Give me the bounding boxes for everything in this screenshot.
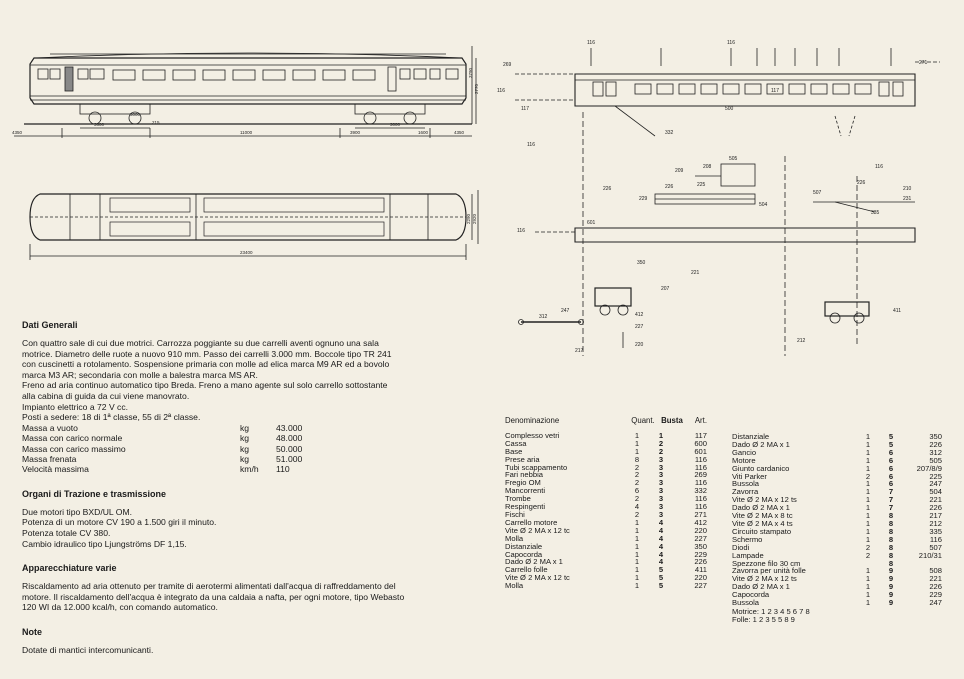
part-name: Spezzone filo 30 cm: [732, 558, 801, 568]
parts-row: [505, 432, 707, 440]
part-art: 207/8/9: [916, 463, 942, 473]
part-qty: 1: [634, 581, 640, 591]
part-bag: 7: [888, 487, 894, 497]
label-247: 247: [561, 308, 570, 314]
part-name: Carrello motore: [505, 517, 558, 527]
spec-label: Massa con carico normale: [22, 433, 123, 444]
part-bag: 6: [888, 455, 894, 465]
part-art: 225: [929, 471, 942, 481]
traction-line: Potenza totale CV 380.: [22, 527, 111, 538]
part-bag: 3: [658, 509, 664, 519]
part-bag: 4: [658, 541, 664, 551]
part-art: 226: [694, 557, 707, 567]
part-bag: 9: [888, 590, 894, 600]
general-title: Dati Generali: [22, 320, 78, 330]
part-name: Schermo: [732, 534, 763, 544]
side-dim-6: 3000: [390, 122, 401, 127]
parts-row: [732, 536, 942, 544]
part-name: Distanziale: [505, 541, 543, 551]
general-line: alla cabina di guida da cui viene manovrato.: [22, 390, 190, 401]
spec-row: [22, 444, 492, 454]
part-name: Distanziale: [732, 432, 770, 441]
part-art: 229: [694, 549, 707, 559]
parts-row: [732, 599, 942, 607]
part-name: Dado Ø 2 MA x 1: [732, 439, 790, 449]
part-bag: 5: [888, 439, 894, 449]
part-bag: 6: [888, 463, 894, 473]
part-name: Molla: [505, 533, 524, 543]
spec-unit: kg: [240, 443, 250, 454]
specs-list: [22, 423, 492, 475]
parts-row: [505, 582, 707, 590]
side-dim-9: 4350: [454, 130, 465, 135]
part-bag: 4: [658, 517, 664, 527]
label-335: 335: [871, 210, 880, 216]
general-line: Posti a sedere: 18 di 1ª classe, 55 di 2ª classe.: [22, 412, 201, 423]
spec-unit: km/h: [240, 464, 259, 475]
part-qty: 4: [634, 502, 640, 512]
part-art: 247: [929, 598, 942, 608]
part-bag: 3: [658, 470, 664, 480]
part-name: Bussola: [732, 479, 760, 489]
part-qty: 2: [634, 478, 640, 488]
part-name: Respingenti: [505, 502, 546, 512]
part-bag: 4: [658, 525, 664, 535]
spec-label: Velocità massima: [22, 464, 89, 475]
part-bag: 9: [888, 598, 894, 608]
parts-row: [732, 591, 942, 599]
part-bag: 9: [888, 582, 894, 592]
part-qty: 1: [634, 541, 640, 551]
part-art: 508: [929, 566, 942, 576]
part-art: 210/31: [918, 550, 942, 560]
part-qty: 1: [634, 525, 640, 535]
part-name: Fregio OM: [505, 478, 541, 488]
traction-title: Organi di Trazione e trasmissione: [22, 488, 167, 499]
part-name: Capocorda: [732, 590, 770, 600]
part-bag: 5: [658, 581, 664, 591]
part-qty: 1: [865, 463, 871, 473]
side-dim-1: 4350: [12, 130, 23, 135]
parts-row: [505, 574, 707, 582]
part-bag: 3: [658, 502, 664, 512]
label-226-a: 226: [603, 186, 612, 192]
part-qty: 1: [634, 438, 640, 448]
exploded-parts-drawing: [495, 36, 960, 366]
label-116-a: 116: [587, 40, 595, 46]
general-data-section: [22, 320, 492, 656]
part-qty: 1: [865, 534, 871, 544]
parts-table-left: [505, 417, 707, 590]
part-qty: 8: [634, 454, 640, 464]
part-name: Molla: [505, 581, 524, 591]
part-bag: 4: [658, 549, 664, 559]
traction-line: Potenza di un motore CV 190 a 1.500 giri il minuto.: [22, 517, 217, 528]
part-art: 116: [694, 454, 707, 464]
part-qty: 1: [865, 518, 871, 528]
part-art: 312: [929, 447, 942, 457]
label-231: 231: [903, 196, 912, 202]
label-312: 312: [539, 314, 548, 320]
part-art: 221: [929, 495, 942, 505]
header-qty: Quant.: [631, 416, 655, 425]
part-name: Trombe: [505, 494, 531, 504]
part-qty: 2: [634, 470, 640, 480]
spec-label: Massa a vuoto: [22, 422, 78, 433]
part-name: Dado Ø 2 MA x 1: [732, 503, 790, 513]
part-art: 116: [929, 534, 942, 544]
motrice-line: Motrice: 1 2 3 4 5 6 7 8: [732, 606, 810, 616]
part-name: Dado Ø 2 MA x 1: [732, 582, 790, 592]
part-bag: 4: [658, 557, 664, 567]
parts-row: [732, 449, 942, 457]
label-500: 500: [725, 106, 734, 112]
equipment-line: Riscaldamento ad aria ottenuto per tramite di aerotermi alimentati dall'acqua di raffreddamento del: [22, 581, 396, 592]
side-dim-5: 11000: [240, 130, 253, 135]
part-art: 226: [929, 503, 942, 513]
equipment-line: 120 WI da 12.000 kcal/h, con comando automatico.: [22, 602, 218, 613]
part-art: 247: [929, 479, 942, 489]
part-art: 116: [694, 462, 707, 472]
spec-row: [22, 464, 492, 474]
part-art: 350: [694, 541, 707, 551]
spec-row: [22, 423, 492, 433]
part-qty: 6: [634, 486, 640, 496]
part-qty: 1: [865, 598, 871, 608]
spec-value: 51.000: [276, 453, 303, 464]
side-dim-8: 1600: [418, 130, 429, 135]
part-qty: 2: [634, 494, 640, 504]
part-bag: 8: [888, 550, 894, 560]
part-name: Tubi scappamento: [505, 462, 568, 472]
parts-row: [505, 527, 707, 535]
spec-unit: kg: [240, 433, 250, 444]
part-qty: 2: [865, 542, 871, 552]
part-art: 601: [694, 446, 707, 456]
parts-row: [732, 441, 942, 449]
part-qty: 1: [634, 549, 640, 559]
traction-text: [22, 507, 492, 549]
part-name: Gancio: [732, 447, 757, 457]
part-name: Diodi: [732, 542, 750, 552]
spec-unit: kg: [240, 453, 250, 464]
label-225: 225: [697, 182, 706, 188]
part-name: Capocorda: [505, 549, 543, 559]
part-qty: 1: [634, 573, 640, 583]
part-name: Vite Ø 2 MA x 8 tc: [732, 511, 793, 521]
part-art: 269: [694, 470, 707, 480]
label-601: 601: [587, 220, 596, 226]
part-qty: 1: [865, 582, 871, 592]
general-line: marca M3 AR; secondaria con molle a balestra marca MS AR.: [22, 369, 258, 380]
part-qty: 1: [865, 566, 871, 576]
part-art: 226: [929, 439, 942, 449]
part-art: 226: [929, 582, 942, 592]
spec-row: [22, 454, 492, 464]
part-bag: 8: [888, 518, 894, 528]
part-bag: 9: [888, 574, 894, 584]
plan-view-drawing: [10, 184, 480, 264]
part-art: 116: [694, 478, 707, 488]
plan-dim-length: 23400: [240, 250, 253, 255]
part-name: Vite Ø 2 MA x 12 tc: [505, 525, 570, 535]
equipment-text: [22, 581, 492, 613]
side-dim-3: 3000: [130, 112, 141, 117]
part-qty: 1: [634, 446, 640, 456]
part-qty: 1: [865, 526, 871, 536]
notes-text: Dotate di mantici intercomunicanti.: [22, 644, 154, 655]
part-bag: 8: [888, 542, 894, 552]
part-art: 117: [694, 430, 707, 440]
part-bag: 2: [658, 438, 664, 448]
part-art: 116: [694, 502, 707, 512]
label-411: 411: [893, 308, 901, 314]
side-dim-11: 2770: [474, 83, 479, 94]
part-art: 116: [694, 494, 707, 504]
label-209: 209: [675, 168, 684, 174]
part-bag: 7: [888, 495, 894, 505]
label-221: 221: [691, 270, 700, 276]
label-504: 504: [759, 202, 768, 208]
part-qty: 1: [865, 574, 871, 584]
part-bag: 9: [888, 566, 894, 576]
parts-row: [732, 480, 942, 488]
label-217: 217: [575, 348, 584, 354]
part-qty: 1: [865, 455, 871, 465]
part-bag: 6: [888, 479, 894, 489]
parts-row: [732, 528, 942, 536]
label-332: 332: [665, 130, 674, 136]
general-line: Impianto elettrico a 72 V cc.: [22, 401, 129, 412]
side-elevation-drawing: [10, 38, 480, 153]
part-qty: 1: [634, 430, 640, 440]
part-art: 600: [694, 438, 707, 448]
spec-value: 50.000: [276, 443, 303, 454]
part-qty: 1: [865, 447, 871, 457]
part-art: 411: [694, 565, 707, 575]
label-207: 207: [661, 286, 670, 292]
part-qty: 2: [634, 462, 640, 472]
spec-value: 48.000: [276, 433, 303, 444]
part-name: Base: [505, 446, 523, 456]
parts-table-right: [732, 433, 942, 624]
part-name: Dado Ø 2 MA x 1: [505, 557, 563, 567]
label-116-d: 116: [527, 142, 535, 148]
part-art: 504: [929, 487, 942, 497]
part-art: 227: [694, 533, 707, 543]
part-art: 507: [929, 542, 942, 552]
part-bag: 8: [888, 534, 894, 544]
part-bag: 8: [888, 511, 894, 521]
spec-label: Massa frenata: [22, 453, 77, 464]
part-bag: 7: [888, 503, 894, 513]
part-name: Fischi: [505, 509, 525, 519]
general-paragraph: [22, 338, 492, 423]
label-116-c: 116: [497, 88, 505, 94]
part-name: Fari nebbia: [505, 470, 543, 480]
part-name: Vite Ø 2 MA x 12 tc: [505, 573, 570, 583]
part-art: 220: [694, 573, 707, 583]
part-name: Prese aria: [505, 454, 540, 464]
plan-dim-width-1: 2290: [466, 213, 471, 224]
part-bag: 3: [658, 478, 664, 488]
general-line: Freno ad aria continuo automatico tipo Breda. Freno a mano agente sul solo carrello sottostante: [22, 380, 388, 391]
header-bag: Busta: [661, 416, 683, 425]
part-name: Carrello folle: [505, 565, 548, 575]
label-507: 507: [813, 190, 822, 196]
label-226-c: 226: [857, 180, 866, 186]
parts-rows-left: [505, 432, 707, 590]
side-dim-10: 3790: [468, 67, 473, 78]
part-bag: 3: [658, 494, 664, 504]
part-name: Lampade: [732, 550, 764, 560]
label-271: 271: [919, 60, 928, 66]
parts-row: [505, 503, 707, 511]
part-bag: 3: [658, 454, 664, 464]
label-117-a: 117: [521, 106, 529, 112]
part-art: 229: [929, 590, 942, 600]
part-qty: 1: [634, 517, 640, 527]
side-dim-2: 3600: [94, 122, 105, 127]
part-qty: 1: [865, 439, 871, 449]
side-dim-4: 215: [152, 120, 160, 125]
part-art: 221: [929, 574, 942, 584]
part-name: Motore: [732, 455, 756, 465]
parts-rows-right: [732, 433, 942, 607]
part-qty: 1: [865, 503, 871, 513]
part-name: Circuito stampato: [732, 526, 792, 536]
header-name: Denominazione: [505, 416, 560, 425]
part-name: Mancorrenti: [505, 486, 546, 496]
part-bag: 6: [888, 447, 894, 457]
part-qty: 1: [865, 511, 871, 521]
part-art: 271: [694, 509, 707, 519]
label-116-f: 116: [517, 228, 525, 234]
part-qty: 2: [634, 509, 640, 519]
spec-value: 110: [276, 464, 290, 475]
spec-label: Massa con carico massimo: [22, 443, 126, 454]
equipment-line: motore. Il riscaldamento dell'acqua è integrato da una caldaia a nafta, per ogni motore, tipo Webasto: [22, 591, 405, 602]
spec-value: 43.000: [276, 422, 303, 433]
general-line: motrice. Diametro delle ruote a nuovo 910 mm. Passo dei carrelli 3.000 mm. Boccole tipo TR 241: [22, 348, 392, 359]
part-name: Bussola: [732, 598, 760, 608]
label-212: 212: [797, 338, 806, 344]
part-qty: 2: [865, 550, 871, 560]
label-505: 505: [729, 156, 738, 162]
part-name: Viti Parker: [732, 471, 767, 481]
part-name: Giunto cardanico: [732, 463, 790, 473]
part-name: Cassa: [505, 438, 527, 448]
part-art: 212: [929, 518, 942, 528]
part-art: 220: [694, 525, 707, 535]
parts-row: [732, 473, 942, 481]
part-bag: 1: [658, 430, 664, 440]
label-226-b: 226: [665, 184, 674, 190]
part-art: 350: [929, 432, 942, 441]
label-269: 269: [503, 62, 512, 68]
part-name: Complesso vetri: [505, 430, 560, 440]
part-qty: 2: [865, 471, 871, 481]
part-art: 227: [694, 581, 707, 591]
label-227: 227: [635, 324, 644, 330]
side-dim-7: 3900: [350, 130, 361, 135]
label-116-b: 116: [727, 40, 735, 46]
part-name: Vite Ø 2 MA x 12 ts: [732, 495, 797, 505]
part-art: 335: [929, 526, 942, 536]
part-bag: 8: [888, 558, 894, 568]
folle-line: Folle: 1 2 3 5 5 8 9: [732, 614, 795, 624]
traction-line: Cambio idraulico tipo Ljungströms DF 1,15.: [22, 538, 187, 549]
part-bag: 5: [658, 565, 664, 575]
notes-title: Note: [22, 626, 42, 637]
part-qty: 1: [634, 533, 640, 543]
label-220: 220: [635, 342, 644, 348]
spec-row: [22, 433, 492, 443]
part-name: Zavorra per unità folle: [732, 566, 806, 576]
traction-line: Due motori tipo BXD/UL OM.: [22, 506, 133, 517]
part-bag: 8: [888, 526, 894, 536]
part-bag: 5: [888, 432, 894, 441]
part-qty: 1: [634, 565, 640, 575]
part-qty: 1: [865, 487, 871, 497]
part-name: Vite Ø 2 MA x 4 ts: [732, 518, 793, 528]
parts-row: [505, 440, 707, 448]
part-bag: 3: [658, 486, 664, 496]
part-name: Vite Ø 2 MA x 12 ts: [732, 574, 797, 584]
label-412: 412: [635, 312, 644, 318]
general-line: Con quattro sale di cui due motrici. Carrozza poggiante su due carrelli aventi ognuno una sala: [22, 338, 379, 348]
label-208: 208: [703, 164, 712, 170]
part-bag: 2: [658, 446, 664, 456]
parts-row: [505, 487, 707, 495]
part-bag: 3: [658, 462, 664, 472]
label-229: 229: [639, 196, 648, 202]
header-art: Art.: [694, 416, 707, 425]
part-qty: 1: [865, 495, 871, 505]
label-350: 350: [637, 260, 646, 266]
spec-unit: kg: [240, 422, 250, 433]
part-qty: 1: [865, 479, 871, 489]
part-art: 505: [929, 455, 942, 465]
part-qty: 1: [865, 590, 871, 600]
label-210: 210: [903, 186, 912, 192]
general-line: con cuscinetti a rotolamento. Sospensione primaria con molle ad elica marca M9 AR ed a bovolo: [22, 359, 390, 370]
label-117-b: 117: [771, 88, 779, 94]
parts-table-header: [505, 417, 707, 425]
part-bag: 6: [888, 471, 894, 481]
part-bag: 4: [658, 533, 664, 543]
part-art: 412: [694, 517, 707, 527]
equipment-title: Apparecchiature varie: [22, 563, 117, 574]
part-art: 332: [694, 486, 707, 496]
plan-dim-width-2: 2920: [472, 213, 477, 224]
part-qty: 1: [634, 557, 640, 567]
label-116-e: 116: [875, 164, 883, 170]
part-bag: 5: [658, 573, 664, 583]
part-art: 217: [929, 511, 942, 521]
part-name: Zavorra: [732, 487, 759, 497]
part-qty: 1: [865, 432, 871, 441]
